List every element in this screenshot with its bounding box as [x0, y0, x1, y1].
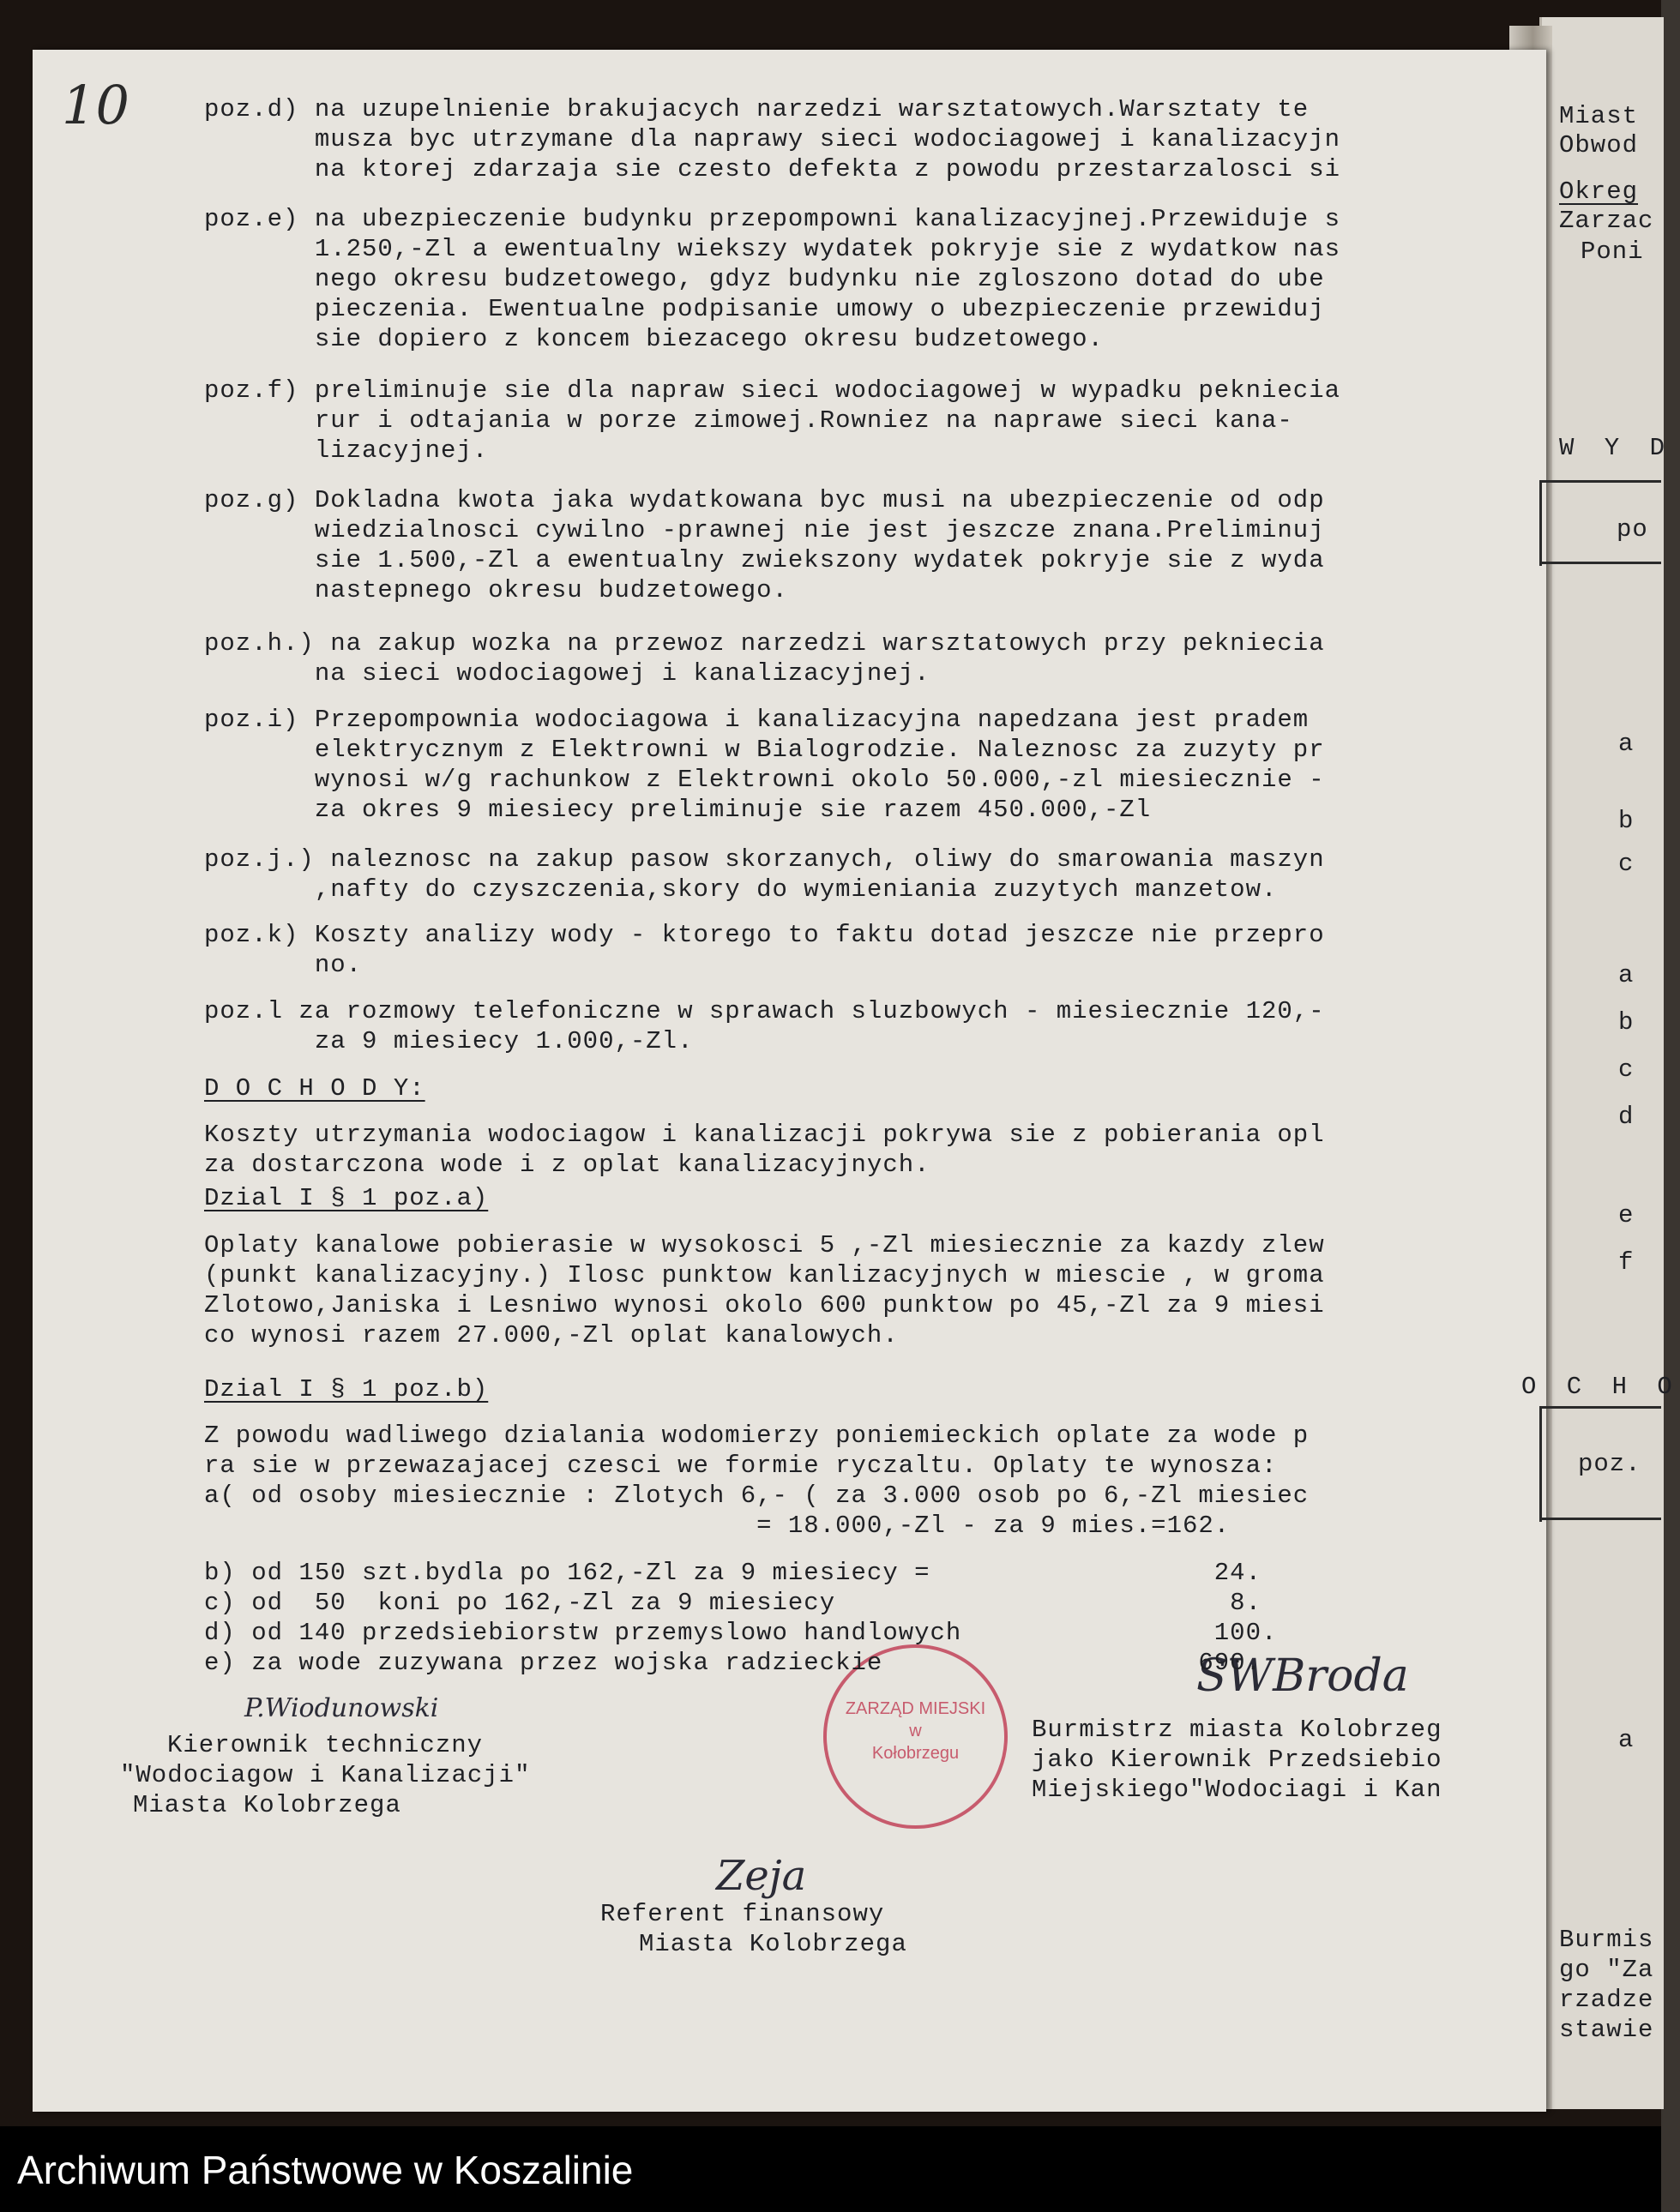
- adjacent-page-text: Okreg: [1559, 177, 1639, 206]
- signature-caption: Kierownik techniczny: [167, 1731, 484, 1759]
- adjacent-page-text: stawie: [1559, 2016, 1654, 2044]
- table-rule: [1539, 1406, 1542, 1522]
- adjacent-page-text: Burmis: [1559, 1926, 1654, 1954]
- table-rule: [1540, 1518, 1661, 1520]
- section-heading: Dzial I § 1 poz.b): [204, 1375, 489, 1404]
- section-line: a( od osoby miesiecznie : Zlotych 6,- ( za 3.000 osob po 6,-Zl miesiec: [204, 1482, 1310, 1510]
- section-heading: Dzial I § 1 poz.a): [204, 1184, 489, 1212]
- body-line: no.: [204, 951, 363, 979]
- adjacent-page: [1539, 17, 1664, 2109]
- section-line: d) od 140 przedsiebiorstw przemyslowo handlowych 100.: [204, 1619, 1278, 1647]
- body-line: wiedzialnosci cywilno -prawnej nie jest jeszcze znana.Preliminuj: [204, 516, 1325, 544]
- section-line: Oplaty kanalowe pobierasie w wysokosci 5 ,-Zl miesiecznie za kazdy zlew: [204, 1231, 1325, 1259]
- body-line: na sieci wodociagowej i kanalizacyjnej.: [204, 659, 930, 688]
- adjacent-page-column-label: poz.: [1578, 1450, 1641, 1478]
- body-line: poz.i) Przepompownia wodociagowa i kanalizacyjna napedzana jest pradem: [204, 706, 1310, 734]
- adjacent-page-column-label: po: [1617, 515, 1648, 544]
- signature-caption: jako Kierownik Przedsiebio: [1032, 1746, 1442, 1774]
- adjacent-page-letter: f: [1618, 1248, 1635, 1277]
- body-line: poz.d) na uzupelnienie brakujacych narzedzi warsztatowych.Warsztaty te: [204, 95, 1310, 123]
- stamp-line: ZARZĄD MIEJSKI: [845, 1699, 986, 1718]
- signature-caption: Burmistrz miasta Kolobrzeg: [1032, 1716, 1442, 1744]
- adjacent-page-letter: b: [1618, 1008, 1635, 1037]
- adjacent-page-letter: d: [1618, 1103, 1635, 1131]
- body-line: poz.k) Koszty analizy wody - ktorego to faktu dotad jeszcze nie przepro: [204, 921, 1325, 949]
- adjacent-page-text: Poni: [1581, 237, 1644, 266]
- signature-caption: Referent finansowy: [600, 1900, 885, 1928]
- adjacent-page-heading: O C H O: [1521, 1373, 1680, 1401]
- table-rule: [1540, 1406, 1661, 1409]
- adjacent-page-letter: c: [1618, 850, 1635, 878]
- income-line: za dostarczona wode i z oplat kanalizacyjnych.: [204, 1151, 930, 1179]
- body-line: musza byc utrzymane dla naprawy sieci wodociagowej i kanalizacyjn: [204, 125, 1341, 153]
- body-line: poz.h.) na zakup wozka na przewoz narzedzi warsztatowych przy pekniecia: [204, 629, 1325, 658]
- body-line: ,nafty do czyszczenia,skory do wymieniania zuzytych manzetow.: [204, 875, 1278, 904]
- page-number: 10: [62, 74, 129, 136]
- body-line: poz.f) preliminuje sie dla napraw sieci wodociagowej w wypadku pekniecia: [204, 376, 1341, 405]
- signature-technical-manager: P.Wiodunowski: [244, 1693, 439, 1723]
- section-line: (punkt kanalizacyjny.) Ilosc punktow kanlizacyjnych w miescie , w groma: [204, 1261, 1325, 1289]
- body-line: poz.j.) naleznosc na zakup pasow skorzanych, oliwy do smarowania maszyn: [204, 845, 1325, 874]
- signature-caption: Miasta Kolobrzega: [133, 1791, 401, 1819]
- adjacent-page-letter: e: [1618, 1201, 1635, 1229]
- signature-caption: Miasta Kolobrzega: [639, 1930, 907, 1958]
- section-line: ra sie w przewazajacej czesci we formie ryczaltu. Oplaty te wynosza:: [204, 1452, 1278, 1480]
- body-line: elektrycznym z Elektrowni w Bialogrodzie. Naleznosc za zuzyty pr: [204, 736, 1325, 764]
- section-line: co wynosi razem 27.000,-Zl oplat kanalowych.: [204, 1321, 899, 1349]
- body-line: pieczenia. Ewentualne podpisanie umowy o ubezpieczenie przewiduj: [204, 295, 1325, 323]
- signature-mayor: SWBroda: [1196, 1650, 1409, 1702]
- body-line: sie 1.500,-Zl a ewentualny zwiekszony wydatek pokryje sie z wyda: [204, 546, 1325, 574]
- body-line: za 9 miesiecy 1.000,-Zl.: [204, 1027, 694, 1055]
- adjacent-page-letter: a: [1618, 961, 1635, 989]
- body-line: 1.250,-Zl a ewentualny wiekszy wydatek pokryje sie z wydatkow nas: [204, 235, 1341, 263]
- section-line: Zlotowo,Janiska i Lesniwo wynosi okolo 600 punktow po 45,-Zl za 9 miesi: [204, 1291, 1325, 1319]
- body-line: lizacyjnej.: [204, 436, 489, 465]
- body-line: nastepnego okresu budzetowego.: [204, 576, 788, 604]
- adjacent-page-heading: W Y D: [1559, 434, 1673, 462]
- body-line: poz.l za rozmowy telefoniczne w sprawach sluzbowych - miesiecznie 120,-: [204, 997, 1325, 1025]
- section-line: = 18.000,-Zl - za 9 mies.=162.: [204, 1512, 1231, 1540]
- section-line: Z powodu wadliwego dzialania wodomierzy poniemieckich oplate za wode p: [204, 1422, 1310, 1450]
- adjacent-page-letter: b: [1618, 807, 1635, 835]
- body-line: poz.e) na ubezpieczenie budynku przepompowni kanalizacyjnej.Przewiduje s: [204, 205, 1341, 233]
- adjacent-page-text: Zarzac: [1559, 207, 1654, 235]
- section-line: e) za wode zuzywana przez wojska radzieckie 690.: [204, 1649, 1262, 1677]
- signature-caption: Miejskiego"Wodociagi i Kan: [1032, 1776, 1442, 1804]
- body-line: nego okresu budzetowego, gdyz budynku nie zgloszono dotad do ube: [204, 265, 1325, 293]
- stamp-line: w: [909, 1722, 922, 1740]
- adjacent-page-letter: a: [1618, 1726, 1635, 1754]
- archive-footer: [0, 2126, 1661, 2212]
- body-line: sie dopiero z koncem biezacego okresu budzetowego.: [204, 325, 1104, 353]
- adjacent-page-text: go "Za: [1559, 1956, 1654, 1984]
- adjacent-page-letter: c: [1618, 1055, 1635, 1084]
- signature-finance-officer: Zeja: [716, 1852, 807, 1900]
- body-line: na ktorej zdarzaja sie czesto defekta z powodu przestarzalosci si: [204, 155, 1341, 183]
- income-line: Koszty utrzymania wodociagow i kanalizacji pokrywa sie z pobierania opl: [204, 1121, 1325, 1149]
- adjacent-page-text: Miast: [1559, 102, 1639, 130]
- body-line: rur i odtajania w porze zimowej.Rowniez na naprawe sieci kana-: [204, 406, 1293, 435]
- stamp-line: Kołobrzegu: [871, 1744, 960, 1763]
- table-rule: [1540, 480, 1661, 483]
- adjacent-page-text: Obwod: [1559, 131, 1639, 159]
- body-line: za okres 9 miesiecy preliminuje sie razem 450.000,-Zl: [204, 796, 1152, 824]
- signature-caption: "Wodociagow i Kanalizacji": [120, 1761, 531, 1789]
- section-line: c) od 50 koni po 162,-Zl za 9 miesiecy 8.: [204, 1589, 1262, 1617]
- income-heading: D O C H O D Y:: [204, 1074, 425, 1103]
- section-line: b) od 150 szt.bydla po 162,-Zl za 9 miesiecy = 24.: [204, 1559, 1262, 1587]
- body-line: poz.g) Dokladna kwota jaka wydatkowana byc musi na ubezpieczenie od odp: [204, 486, 1325, 514]
- body-line: wynosi w/g rachunkow z Elektrowni okolo 50.000,-zl miesiecznie -: [204, 766, 1325, 794]
- adjacent-page-letter: a: [1618, 730, 1635, 758]
- table-rule: [1540, 562, 1661, 564]
- table-rule: [1539, 480, 1542, 566]
- adjacent-page-text: rzadze: [1559, 1986, 1654, 2014]
- archive-name: Archiwum Państwowe w Koszalinie: [17, 2148, 634, 2192]
